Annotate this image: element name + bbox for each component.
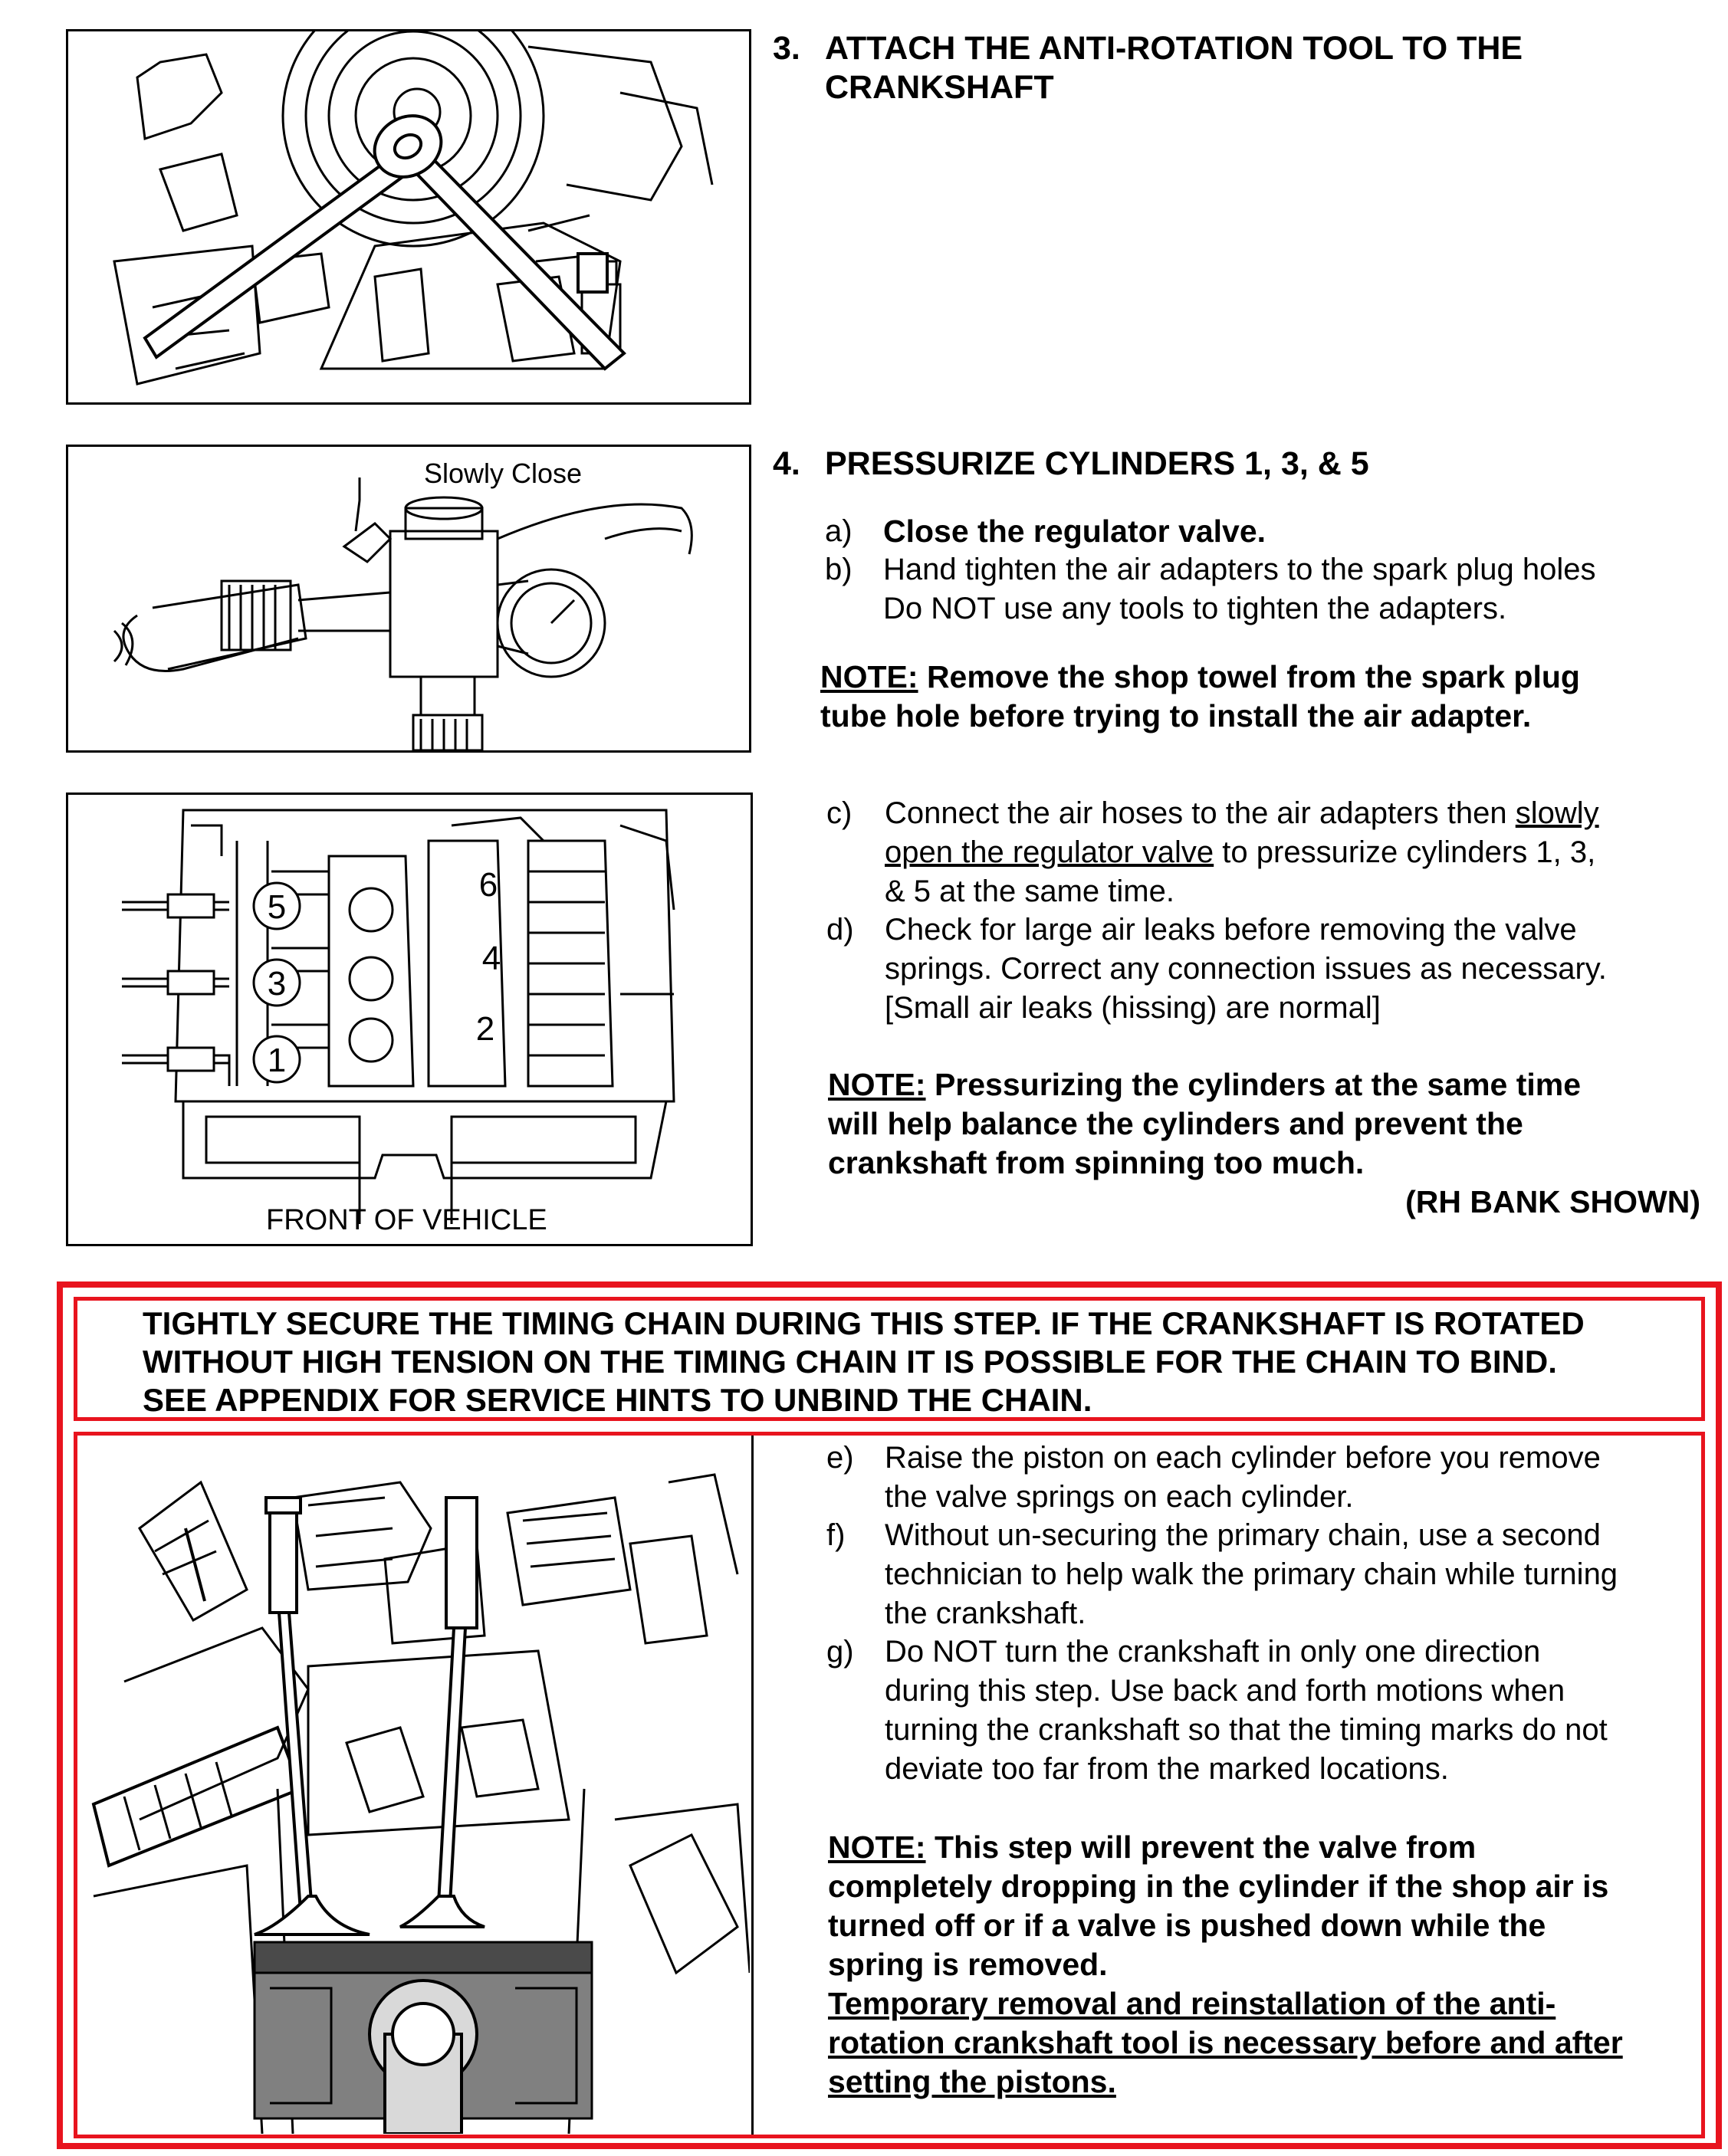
cylinder-5-label: 5 xyxy=(267,888,287,926)
regulator-valve-figure xyxy=(66,445,751,753)
note-line xyxy=(828,1065,1710,1104)
engine-top-view-illustration xyxy=(68,795,751,1244)
cylinder-1-label: 1 xyxy=(267,1042,287,1079)
note-text: This step will prevent the valve from xyxy=(925,1829,1477,1865)
piston-item-g xyxy=(826,1633,1708,1789)
step4-note1 xyxy=(820,658,1702,736)
item-label: f) xyxy=(826,1518,846,1552)
note-prefix: NOTE: xyxy=(820,659,918,694)
front-of-vehicle-label: FRONT OF VEHICLE xyxy=(266,1204,547,1236)
step3-title xyxy=(773,29,1693,113)
cylinder-4-label: 4 xyxy=(481,940,501,977)
item-label: b) xyxy=(825,553,853,586)
crankshaft-tool-illustration xyxy=(68,31,749,402)
note-line: turned off or if a valve is pushed down while the xyxy=(828,1908,1546,1943)
note-line: crankshaft from spinning too much. xyxy=(828,1145,1365,1180)
valve-piston-illustration xyxy=(78,1436,750,2134)
step4-item-b xyxy=(825,550,1707,628)
step4-item-d xyxy=(826,911,1716,1028)
item-text: the valve springs on each cylinder. xyxy=(885,1480,1354,1514)
item-text: Do NOT turn the crankshaft in only one direction xyxy=(885,1635,1541,1669)
item-text: Connect the air hoses to the air adapters then xyxy=(885,796,1516,830)
slowly-close-label: Slowly Close xyxy=(424,458,583,489)
rh-bank-label: (RH BANK SHOWN) xyxy=(1405,1184,1700,1219)
item-text: turning the crankshaft so that the timing marks do not xyxy=(885,1713,1608,1747)
item-text-line3: & 5 at the same time. xyxy=(885,875,1174,908)
note-prefix: NOTE: xyxy=(828,1829,926,1865)
item-text: to pressurize cylinders 1, 3, xyxy=(1214,835,1596,869)
item-text: springs. Correct any connection issues as necessary. xyxy=(885,952,1607,986)
item-label: g) xyxy=(826,1635,854,1669)
item-text: during this step. Use back and forth motions when xyxy=(885,1674,1565,1708)
warning-line: TIGHTLY SECURE THE TIMING CHAIN DURING THIS STEP. IF THE CRANKSHAFT IS ROTATED xyxy=(143,1305,1585,1341)
step3-title-line1: ATTACH THE ANTI-ROTATION TOOL TO THE xyxy=(825,30,1523,67)
piston-note xyxy=(828,1828,1710,2102)
step4-title-text: PRESSURIZE CYLINDERS 1, 3, & 5 xyxy=(825,445,1369,482)
note-underlined-line: Temporary removal and reinstallation of the anti- xyxy=(828,1986,1556,2021)
item-text-underlined: slowly xyxy=(1515,796,1599,830)
engine-cylinders-figure xyxy=(66,793,753,1246)
item-label: c) xyxy=(826,796,853,830)
note-underlined-line: setting the pistons. xyxy=(828,2064,1116,2099)
step4-item-a xyxy=(825,512,1707,551)
item-label: a) xyxy=(825,514,853,548)
item-label: e) xyxy=(826,1441,854,1475)
note-line: tube hole before trying to install the air adapter. xyxy=(820,698,1532,733)
warning-line: SEE APPENDIX FOR SERVICE HINTS TO UNBIND THE CHAIN. xyxy=(143,1382,1092,1418)
warning-line: WITHOUT HIGH TENSION ON THE TIMING CHAIN IT IS POSSIBLE FOR THE CHAIN TO BIND. xyxy=(143,1344,1557,1380)
note-text: Remove the shop towel from the spark plug xyxy=(918,659,1580,694)
step3-number: 3. xyxy=(773,30,800,67)
note-prefix: NOTE: xyxy=(828,1067,926,1102)
piston-valve-figure xyxy=(78,1436,750,2134)
item-text: Close the regulator valve. xyxy=(883,514,1266,549)
item-text-line1 xyxy=(885,794,1599,833)
item-text: Hand tighten the air adapters to the spark plug holes xyxy=(883,553,1596,586)
step4-item-c xyxy=(826,794,1708,911)
note-text: Pressurizing the cylinders at the same time xyxy=(925,1067,1582,1102)
note-line: spring is removed. xyxy=(828,1947,1108,1982)
step3-title-line2: CRANKSHAFT xyxy=(825,69,1054,106)
item-text: Do NOT use any tools to tighten the adapters. xyxy=(883,592,1507,625)
note-underlined-line: rotation crankshaft tool is necessary before and after xyxy=(828,2025,1623,2060)
item-text: [Small air leaks (hissing) are normal] xyxy=(885,991,1381,1025)
piston-item-f xyxy=(826,1516,1708,1633)
step4-title xyxy=(773,445,1693,487)
item-text-underlined: open the regulator valve xyxy=(885,835,1214,869)
item-text: the crankshaft. xyxy=(885,1596,1086,1630)
cylinder-2-label: 2 xyxy=(475,1010,495,1048)
item-text: technician to help walk the primary chain while turning xyxy=(885,1557,1618,1591)
piston-section-divider xyxy=(751,1436,754,2135)
note-line xyxy=(820,658,1702,697)
step4-note2 xyxy=(828,1065,1710,1183)
anti-rotation-tool-figure xyxy=(66,29,751,405)
regulator-illustration xyxy=(68,447,749,750)
item-label: d) xyxy=(826,913,854,947)
cylinder-3-label: 3 xyxy=(267,965,287,1003)
warning-text xyxy=(143,1304,1585,1419)
item-text-line2 xyxy=(885,833,1595,872)
note-line: will help balance the cylinders and prevent the xyxy=(828,1106,1523,1141)
item-text: Check for large air leaks before removing the valve xyxy=(885,913,1577,947)
item-text: Without un-securing the primary chain, use a second xyxy=(885,1518,1601,1552)
cylinder-6-label: 6 xyxy=(478,866,498,904)
note-line: completely dropping in the cylinder if the shop air is xyxy=(828,1869,1609,1904)
item-text: Raise the piston on each cylinder before you remove xyxy=(885,1441,1601,1475)
step4-number: 4. xyxy=(773,445,800,482)
item-text: deviate too far from the marked locations. xyxy=(885,1752,1449,1786)
note-line xyxy=(828,1828,1710,1867)
piston-item-e xyxy=(826,1439,1708,1517)
